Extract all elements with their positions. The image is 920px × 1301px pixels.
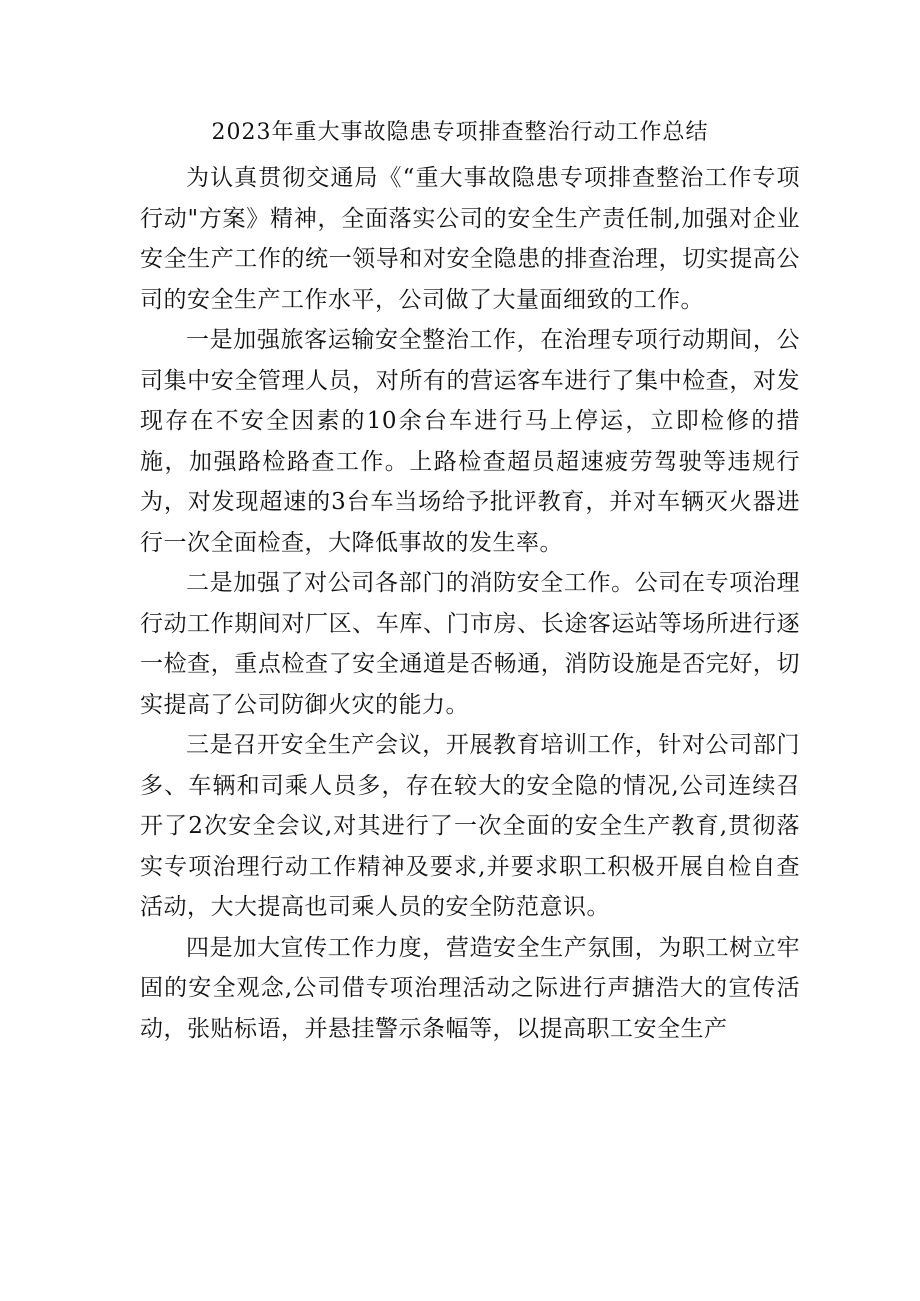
- paragraph-safety-meetings: 三是召开安全生产会议，开展教育培训工作，针对公司部门多、车辆和司乘人员多，存在较大的安全隐的情况,公司连续召开了2次安全会议,对其进行了一次全面的安全生产教育,贯彻落实专项治理行动工作精神及要求,并要求职工积极开展自检自查活动，大大提高也司乘人员的安全防范意识。: [140, 732, 800, 920]
- document-body: [140, 158, 800, 1049]
- paragraph-intro: 为认真贯彻交通局《“重大事故隐患专项排查整治工作专项行动"方案》精神，全面落实公司的安全生产责任制,加强对企业安全生产工作的统一领导和对安全隐患的排查治理，切实提高公司的安全生产工作水平，公司做了大量面细致的工作。: [140, 165, 800, 313]
- document-title: 2023年重大事故隐患专项排查整治行动工作总结: [211, 120, 709, 145]
- paragraph-passenger-transport: 一是加强旅客运输安全整治工作，在治理专项行动期间，公司集中安全管理人员，对所有的营运客车进行了集中检查，对发现存在不安全因素的10余台车进行马上停运，立即检修的措施，加强路检路查工作。上路检查超员超速疲劳驾驶等违规行为，对发现超速的3台车当场给予批评教育，并对车辆灭火器进行一次全面检查，大降低事故的发生率。: [140, 327, 800, 556]
- paragraph-publicity: 四是加大宣传工作力度，营造安全生产氛围，为职工树立牢固的安全观念,公司借专项治理活动之际进行声搪浩大的宣传活动，张贴标语，并悬挂警示条幅等，以提高职工安全生产: [140, 934, 800, 1042]
- paragraph-fire-safety: 二是加强了对公司各部门的消防安全工作。公司在专项治理行动工作期间对厂区、车库、门市房、长途客运站等场所进行逐一检查，重点检查了安全通道是否畅通，消防设施是否完好，切实提高了公司防御火灾的能力。: [140, 570, 800, 718]
